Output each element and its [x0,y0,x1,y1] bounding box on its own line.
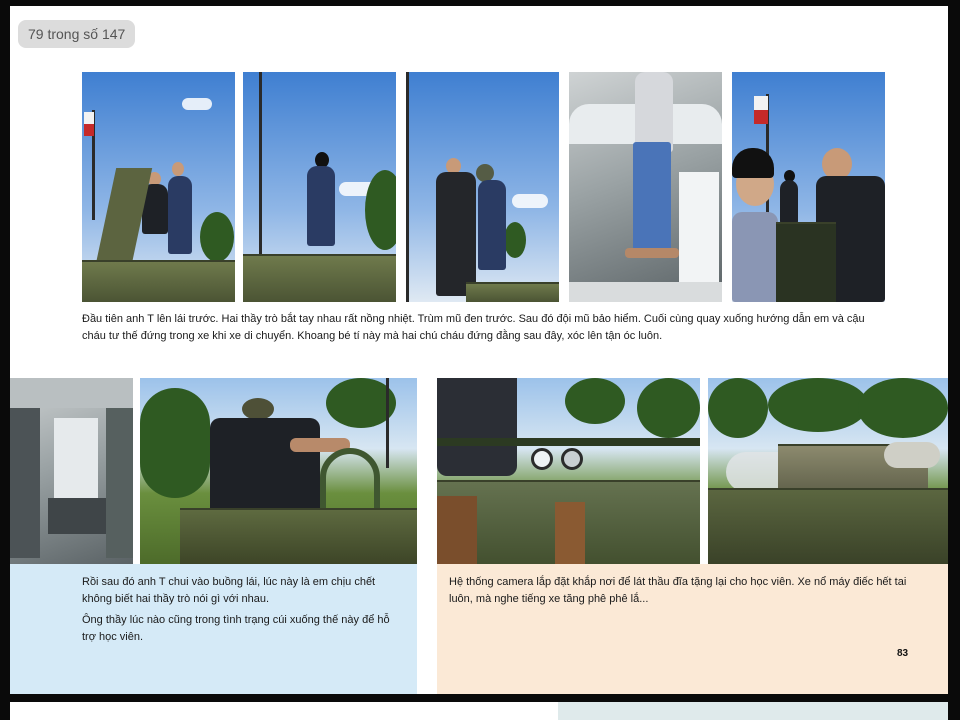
photo-instructor-pointing [732,72,885,302]
photo-handshake [82,72,235,302]
photo-hatch-standing [569,72,722,302]
page-counter: 79 trong số 147 [18,20,135,48]
photo-black-hood [243,72,396,302]
page-number: 83 [897,648,909,659]
photo-tank-interior [10,378,133,564]
right-caption-panel [437,564,948,694]
photo-tank-exhaust [708,378,948,564]
book-page [10,6,948,694]
top-caption: Đầu tiên anh T lên lái trước. Hai thầy trò bắt tay nhau rất nồng nhiệt. Trùm mũ đen trước. Sau đó đội mũ bảo hiểm. Cuối cùng quay xuống hướng dẫn em và cậu cháu tư thế đứng trong xe khi xe di chuyển. Khoang bé tí này mà hai chú cháu đứng đằng sau đây, xóc lên tận óc luôn. [82,313,865,342]
photo-camera-mount [437,378,700,564]
right-caption: Hệ thống camera lắp đặt khắp nơi để lát thầu đĩa tặng lại cho học viên. Xe nổ máy điếc hết tai luôn, mà nghe tiếng xe tăng phê phê lắ... [449,576,907,605]
photo-helmet [406,72,559,302]
left-caption-p1: Rồi sau đó anh T chui vào buồng lái, lúc này là em chịu chết không biết hai thầy trò nói gì với nhau. [82,576,376,605]
left-caption-panel [10,564,417,694]
photo-driver-hatch [140,378,417,564]
left-caption-p2: Ông thầy lúc nào cũng trong tình trạng cúi xuống thế này để hỗ trợ học viên. [82,614,390,643]
next-page-edge[interactable] [10,702,948,720]
